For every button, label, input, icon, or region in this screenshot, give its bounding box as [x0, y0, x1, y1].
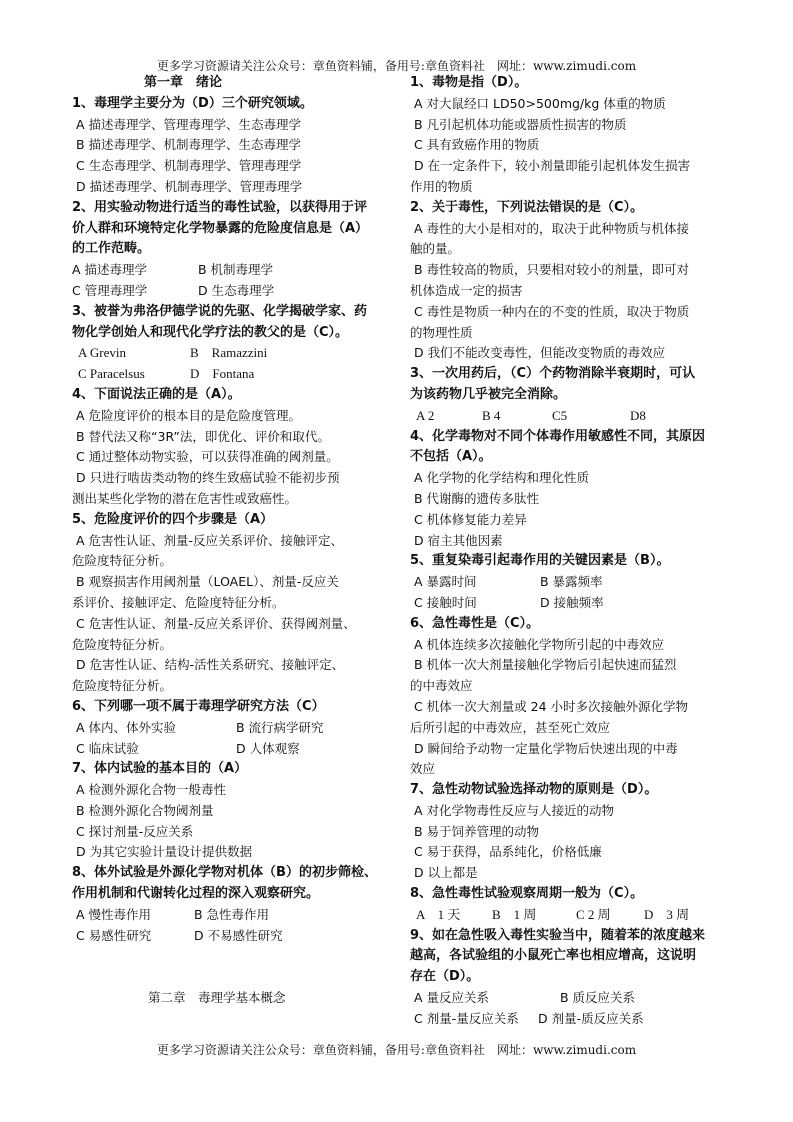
- question-block: [72, 302, 384, 385]
- option-a: A 暴露时间: [414, 574, 477, 590]
- option-c: C 探讨剂量-反应关系: [76, 823, 194, 839]
- question-stem: 越高，各试验组的小鼠死亡率也相应增高，这说明: [410, 948, 697, 964]
- option-row: [410, 1009, 722, 1030]
- option-b: B 4: [482, 407, 501, 423]
- question-stem: 8、急性毒性试验观察周期一般为（C）。: [410, 886, 644, 902]
- option-row: [410, 572, 722, 593]
- page-header: 更多学习资源请关注公众号：章鱼资料铺，备用号:章鱼资料社 网址：www.zimudi.com: [156, 59, 637, 73]
- option-c: C 管理毒理学: [72, 282, 148, 298]
- question-stem: 7、急性动物试验选择动物的原则是（D）。: [410, 782, 658, 798]
- option-a: A 体内、体外实验: [76, 719, 177, 735]
- option-b-cont: 的中毒效应: [410, 678, 473, 694]
- question-block: [72, 863, 384, 946]
- option-c: C 易于获得，品系纯化，价格低廉: [414, 844, 602, 860]
- option-b: B 毒性较高的物质，只要相对较小的剂量，即可对: [414, 262, 690, 278]
- right-column: [410, 73, 722, 1030]
- option-a: A 化学物的化学结构和理化性质: [414, 470, 590, 486]
- question-block: [410, 780, 722, 884]
- question-stem: 不包括（A）。: [410, 449, 492, 465]
- question-stem: 物化学创始人和现代化学疗法的教父的是（C）。: [72, 324, 349, 340]
- option-c: C Paracelsus: [78, 366, 145, 382]
- question-stem: 为该药物几乎被完全消除。: [410, 386, 567, 402]
- option-d: D 3 周: [644, 906, 690, 922]
- question-block: [72, 385, 384, 510]
- option-row: [72, 260, 384, 281]
- option-b-cont: 系评价、接触评定、危险度特征分析。: [72, 594, 285, 610]
- option-d: D 瞬间给予动物一定量化学物后快速出现的中毒: [414, 740, 678, 756]
- option-d: D 宿主其他因素: [414, 532, 503, 548]
- question-stem: 3、被誉为弗洛伊德学说的先驱、化学揭破学家、药: [72, 303, 368, 319]
- question-stem: 2、用实验动物进行适当的毒性试验，以获得用于评: [72, 199, 368, 215]
- option-c: C 机体修复能力差异: [414, 511, 527, 527]
- page-footer: 更多学习资源请关注公众号：章鱼资料铺，备用号:章鱼资料社 网址：www.zimudi.com: [156, 1043, 637, 1057]
- question-stem: 6、下列哪一项不属于毒理学研究方法（C）: [72, 698, 325, 714]
- question-stem: 2、关于毒性，下列说法错误的是（C）。: [410, 199, 644, 215]
- option-d-cont: 测出某些化学物的潜在危害性或致癌性。: [72, 490, 298, 506]
- question-block: [410, 614, 722, 780]
- question-stem: 4、化学毒物对不同个体毒作用敏感性不同，其原因: [410, 428, 706, 444]
- option-d: D8: [630, 407, 646, 423]
- option-d-cont: 危险度特征分析。: [72, 678, 173, 694]
- option-b: B 检测外源化合物阈剂量: [76, 802, 214, 818]
- question-block: [410, 884, 722, 926]
- option-row: [410, 905, 722, 926]
- question-block: [410, 198, 722, 364]
- option-a: A 描述毒理学、管理毒理学、生态毒理学: [76, 116, 302, 132]
- option-a: A 对化学物毒性反应与人接近的动物: [414, 802, 615, 818]
- question-stem: 的工作范畴。: [72, 241, 151, 257]
- option-b-cont: 机体造成一定的损害: [410, 282, 523, 298]
- option-a: A 毒性的大小是相对的，取决于此种物质与机体接: [414, 220, 690, 236]
- option-a: A 描述毒理学: [72, 262, 148, 278]
- question-stem: 4、下面说法正确的是（A）。: [72, 386, 241, 402]
- option-d: D 以上都是: [414, 865, 478, 881]
- question-stem: 价人群和环境特定化学物暴露的危险度信息是（A）: [72, 220, 369, 236]
- question-stem: 6、急性毒性是（C）。: [410, 615, 540, 631]
- left-column: [72, 73, 384, 1009]
- option-d: D 只进行啮齿类动物的终生致癌试验不能初步预: [76, 470, 340, 486]
- option-c: C 2 周: [576, 906, 611, 922]
- option-c: C 临床试验: [76, 740, 139, 756]
- option-c: C 易感性研究: [76, 927, 152, 943]
- option-d-cont: 效应: [410, 761, 436, 777]
- question-stem: 存在（D）。: [410, 969, 480, 985]
- option-row: [410, 988, 722, 1009]
- option-d: D 剂量-质反应关系: [538, 1010, 644, 1026]
- question-block: [410, 73, 722, 198]
- question-stem: 作用机制和代谢转化过程的深入观察研究。: [72, 886, 320, 902]
- option-a: A 对大鼠经口 LD50>500mg/kg 体重的物质: [414, 95, 666, 111]
- option-row: [72, 364, 384, 385]
- question-stem: 1、毒理学主要分为（D）三个研究领域。: [72, 95, 313, 111]
- option-a: A Grevin: [78, 345, 127, 361]
- option-c: C 具有致癌作用的物质: [414, 137, 540, 153]
- option-d: D 在一定条件下，较小剂量即能引起机体发生损害: [414, 158, 691, 174]
- question-stem: 1、毒物是指（D）。: [410, 75, 528, 90]
- option-b: B 质反应关系: [560, 990, 636, 1006]
- option-row: [72, 926, 384, 947]
- option-c: C 危害性认证、剂量-反应关系评价、获得阈剂量、: [76, 615, 356, 631]
- chapter-title: 第一章 绪论: [144, 75, 223, 90]
- option-row: [72, 739, 384, 760]
- option-c: C 生态毒理学、机制毒理学、管理毒理学: [76, 158, 302, 174]
- option-c: C 通过整体动物实验，可以获得准确的阈剂量。: [76, 449, 339, 465]
- option-row: [72, 343, 384, 364]
- question-block: [410, 926, 722, 1030]
- option-c: C 接触时间: [414, 594, 477, 610]
- question-stem: 3、一次用药后，（C）个药物消除半衰期时，可认: [410, 366, 696, 382]
- option-d: D 描述毒理学、机制毒理学、管理毒理学: [76, 178, 303, 194]
- option-b: B Ramazzini: [190, 345, 268, 361]
- option-d: D 接触频率: [540, 594, 604, 610]
- option-b: B 易于饲养管理的动物: [414, 823, 540, 839]
- option-c: C5: [552, 407, 568, 423]
- question-block: [72, 510, 384, 697]
- option-d: D 我们不能改变毒性，但能改变物质的毒效应: [414, 345, 666, 361]
- option-a: A 危害性认证、剂量-反应关系评价、接触评定、: [76, 532, 344, 548]
- question-stem: 8、体外试验是外源化学物对机体（B）的初步筛检、: [72, 865, 377, 881]
- option-b: B 描述毒理学、机制毒理学、生态毒理学: [76, 137, 302, 153]
- option-d: D Fontana: [190, 366, 255, 382]
- option-a-cont: 危险度特征分析。: [72, 553, 173, 569]
- option-b: B 暴露频率: [540, 574, 603, 590]
- option-c: C 机体一次大剂量或 24 小时多次接触外源化学物: [414, 698, 689, 714]
- option-d-cont: 作用的物质: [410, 178, 473, 194]
- question-block: [410, 551, 722, 613]
- option-a: A 检测外源化合物一般毒性: [76, 782, 227, 798]
- option-d: D 人体观察: [236, 740, 300, 756]
- option-c: C 毒性是物质一种内在的不变的性质，取决于物质: [414, 303, 690, 319]
- question-block: [410, 364, 722, 426]
- option-a-cont: 触的量。: [410, 241, 461, 257]
- question-stem: 5、重复染毒引起毒作用的关键因素是（B）。: [410, 553, 670, 569]
- option-b: B 1 周: [492, 906, 537, 922]
- option-c-cont: 后所引起的中毒效应，甚至死亡效应: [410, 719, 611, 735]
- option-c-cont: 的物理性质: [410, 324, 473, 340]
- option-b: B 替代法又称“3R”法，即优化、评价和取代。: [76, 428, 330, 444]
- question-block: [72, 759, 384, 863]
- option-d: D 为其它实验计量设计提供数据: [76, 844, 253, 860]
- option-a: A 危险度评价的根本目的是危险度管理。: [76, 407, 302, 423]
- option-c: C 剂量-量反应关系: [414, 1010, 519, 1026]
- option-b: B 代谢酶的遗传多肽性: [414, 490, 540, 506]
- question-stem: 9、如在急性吸入毒性实验当中，随着苯的浓度越来: [410, 927, 706, 943]
- question-block: [72, 697, 384, 759]
- option-b: B 机体一次大剂量接触化学物后引起快速而猛烈: [414, 657, 677, 673]
- question-block: [72, 198, 384, 302]
- option-b: B 流行病学研究: [236, 719, 324, 735]
- question-block: [410, 427, 722, 552]
- option-a: A 2: [416, 407, 435, 423]
- option-b: B 急性毒作用: [194, 906, 270, 922]
- chapter-title: 第二章 毒理学基本概念: [148, 990, 286, 1006]
- option-row: [72, 281, 384, 302]
- option-a: A 1 天: [416, 906, 461, 922]
- question-block: [72, 94, 384, 198]
- question-stem: 5、危险度评价的四个步骤是（A）: [72, 511, 274, 527]
- question-stem: 7、体内试验的基本目的（A）: [72, 761, 248, 777]
- option-c-cont: 危险度特征分析。: [72, 636, 173, 652]
- option-d: D 生态毒理学: [198, 282, 275, 298]
- option-a: A 量反应关系: [414, 990, 490, 1006]
- option-a: A 机体连续多次接触化学物所引起的中毒效应: [414, 636, 665, 652]
- option-b: B 机制毒理学: [198, 262, 274, 278]
- option-a: A 慢性毒作用: [76, 906, 152, 922]
- option-d: D 危害性认证、结构-活性关系研究、接触评定、: [76, 657, 345, 673]
- option-b: B 凡引起机体功能或器质性损害的物质: [414, 116, 627, 132]
- option-row: [72, 718, 384, 739]
- option-row: [72, 905, 384, 926]
- option-b: B 观察损害作用阈剂量（LOAEL）、剂量-反应关: [76, 574, 339, 590]
- option-row: [410, 406, 722, 427]
- option-d: D 不易感性研究: [194, 927, 283, 943]
- option-row: [410, 593, 722, 614]
